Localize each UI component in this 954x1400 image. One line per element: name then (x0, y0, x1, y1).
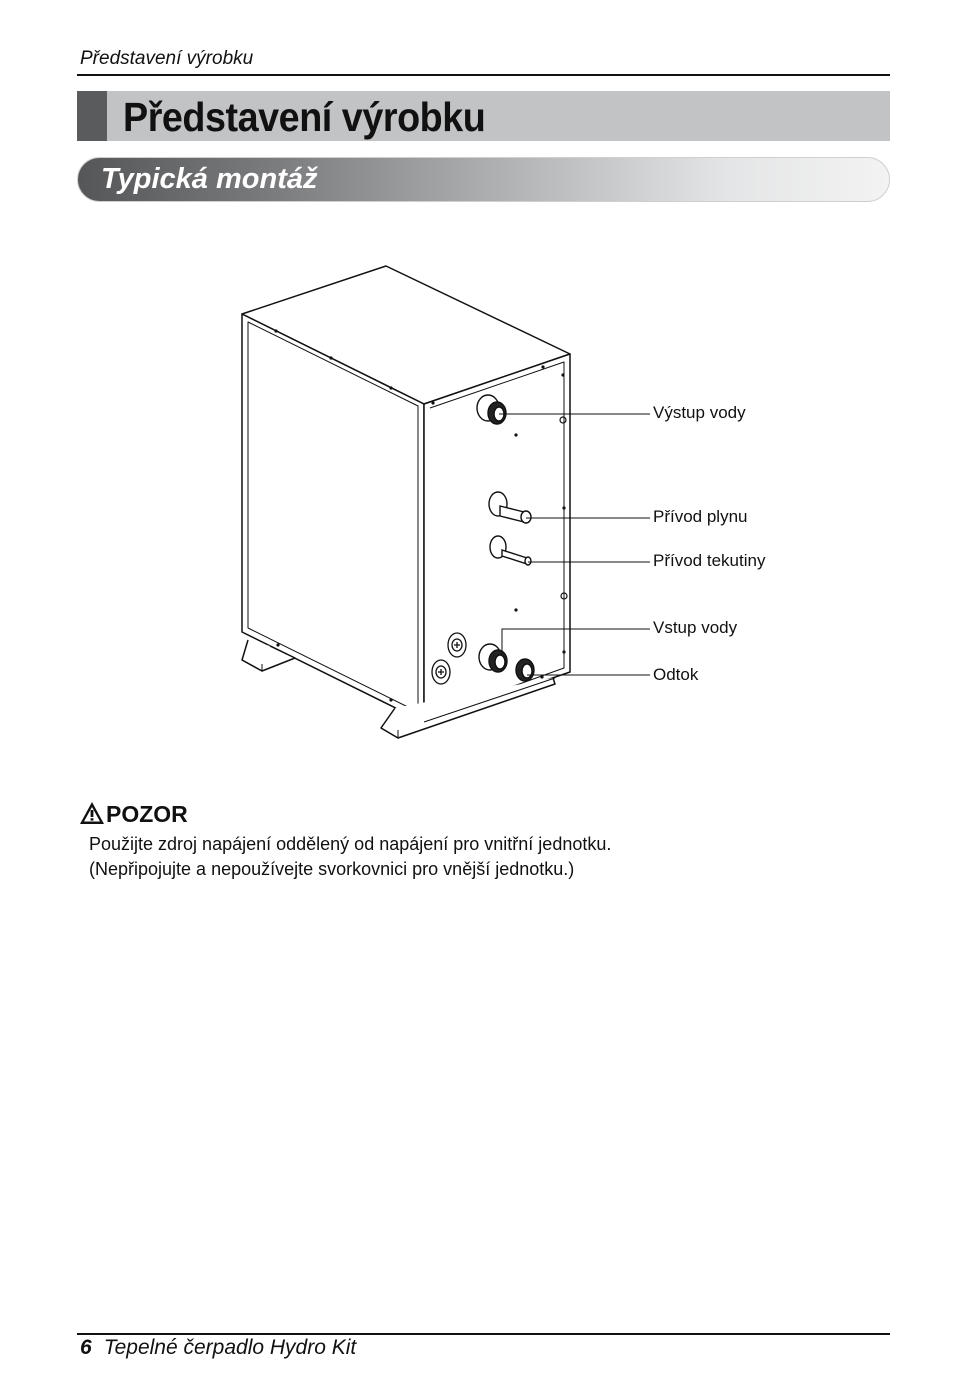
callout-water-inlet: Vstup vody (653, 618, 738, 637)
warning-title: POZOR (106, 801, 188, 827)
callout-gas-inlet: Přívod plynu (653, 507, 748, 526)
running-header: Představení výrobku (80, 48, 254, 69)
drain-fitting (516, 659, 534, 681)
page-number: 6 (80, 1336, 92, 1359)
warning-line-1: Použijte zdroj napájení oddělený od napájení pro vnitřní jednotku. (89, 834, 612, 854)
warning-triangle-icon (79, 801, 105, 825)
footer-rule (77, 1333, 890, 1335)
callout-water-outlet: Výstup vody (653, 403, 746, 422)
callout-drain: Odtok (653, 665, 699, 684)
callout-liquid-inlet: Přívod tekutiny (653, 551, 766, 570)
section-subtitle: Typická montáž (101, 163, 318, 195)
page-title: Představení výrobku (123, 94, 486, 140)
footer (80, 1336, 356, 1360)
footer-doc-title: Tepelné čerpadlo Hydro Kit (103, 1336, 357, 1359)
warning-line-2: (Nepřipojujte a nepoužívejte svorkovnici pro vnější jednotku.) (89, 859, 575, 879)
